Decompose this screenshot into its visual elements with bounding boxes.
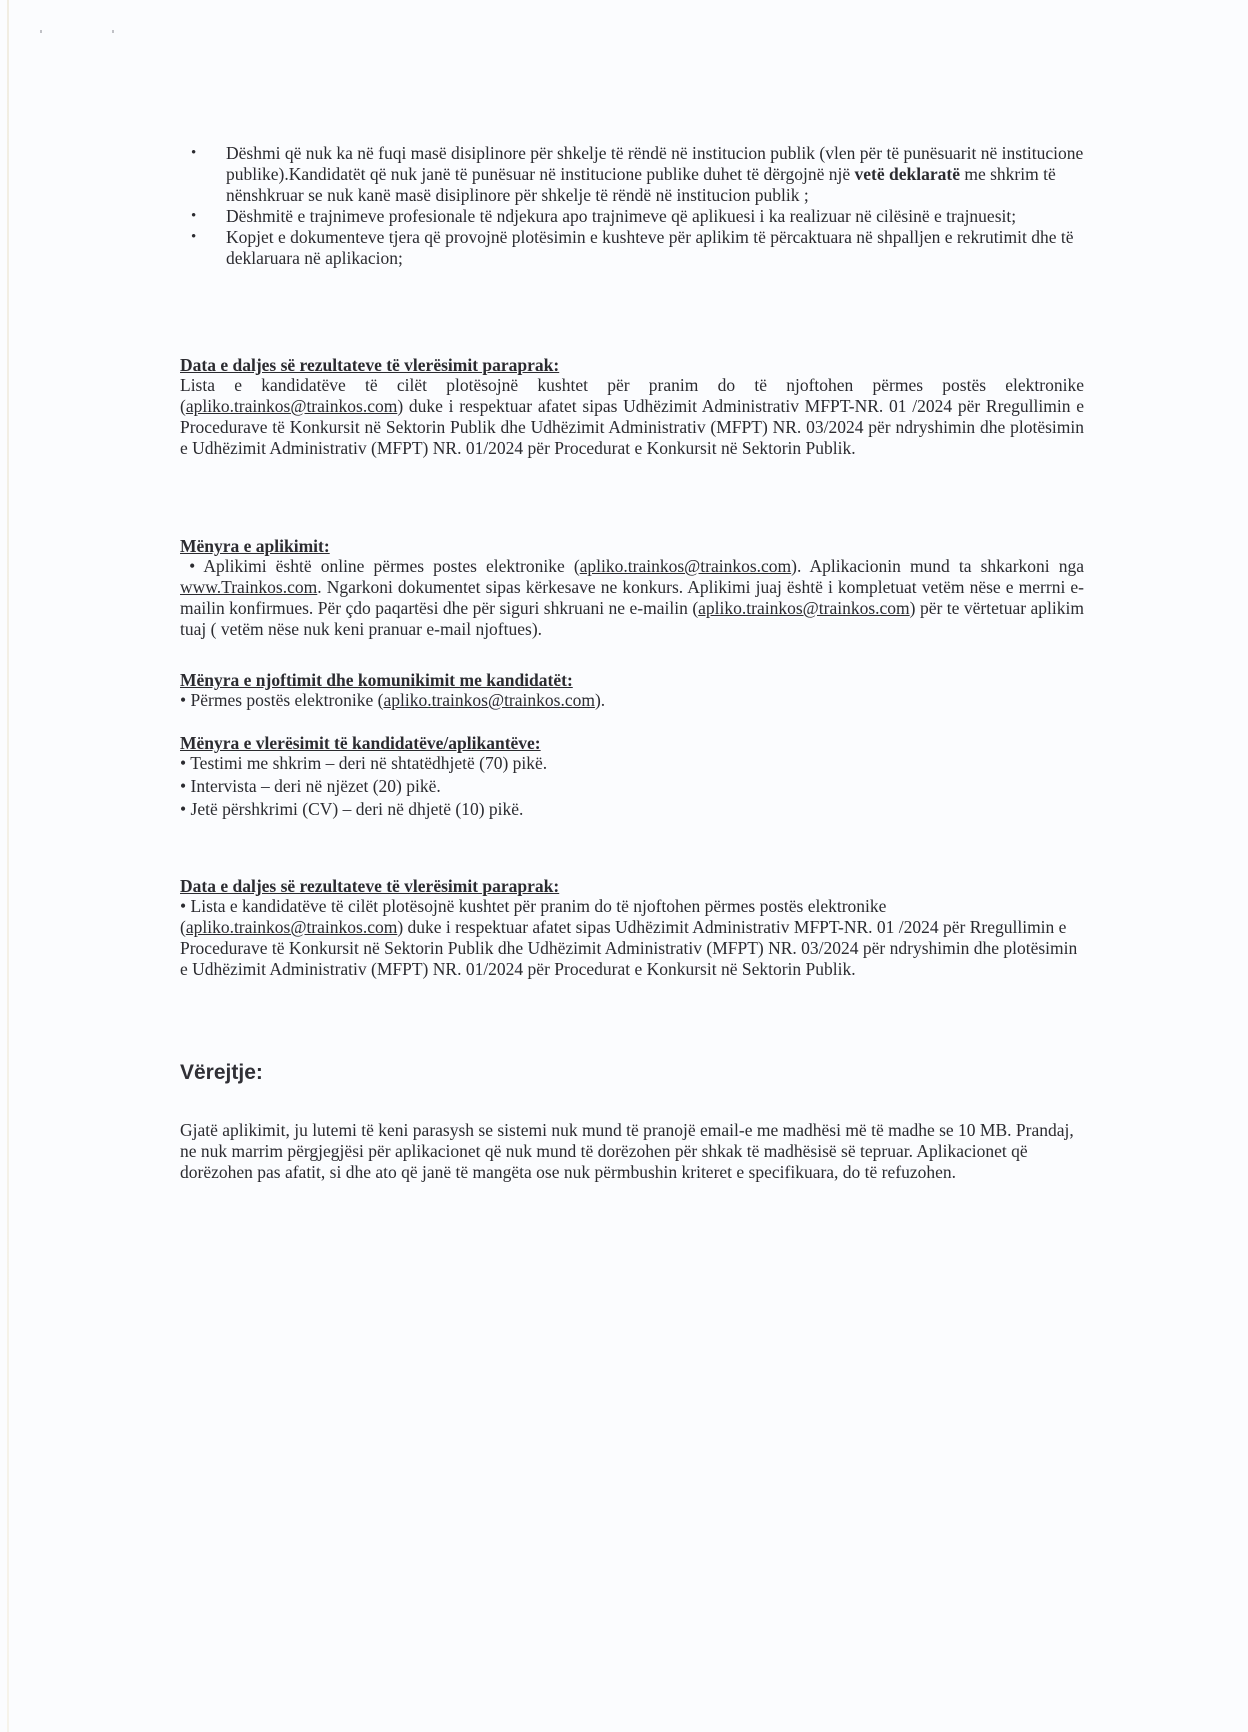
bullet-icon: •	[180, 776, 187, 796]
bullet-icon	[180, 556, 189, 576]
paragraph-text: ) duke i respektuar afatet sipas Udhëzimit Administrativ MFPT-NR. 01 /2024 për Rregullimin e Procedurave të Konkursit në Sektorin Publik dhe Udhëzimit Administrativ (MFPT) NR. 03/2024 për ndryshimin dhe plotësimin e Udhëzimit Administrativ (MFPT) NR. 01/2024 për Procedurat e Konkursit në Sektorin Publik.	[180, 917, 1078, 979]
paragraph-text: ).	[594, 690, 606, 710]
evaluation-label: Intervista – deri në njëzet (20) pikë.	[190, 776, 441, 796]
section-heading: Mënyra e aplikimit:	[180, 536, 330, 556]
evaluation-item	[180, 776, 1084, 797]
section-heading: Data e daljes së rezultateve të vlerësimit paraprak:	[180, 876, 560, 896]
bullet-icon: •	[191, 229, 197, 245]
paragraph-text: Lista e kandidatëve të cilët plotësojnë kushtet për pranim do të njoftohen përmes postës elektronike (	[180, 896, 887, 937]
section-heading: Mënyra e vlerësimit të kandidatëve/aplikantëve:	[180, 733, 541, 753]
section-evaluation	[180, 733, 1084, 820]
section-paragraph	[180, 896, 1084, 980]
requirement-text: Dëshmi që nuk ka në fuqi masë disiplinore për shkelje të rëndë në institucion publik (vlen për të punësuarit në institucione publike).Kandidatët që nuk janë të punësuar në institucione publike duhet të dërgojnë një	[226, 143, 1084, 184]
note-title: Vërejtje:	[180, 1061, 263, 1084]
section-heading: Data e daljes së rezultateve të vlerësimit paraprak:	[180, 355, 560, 375]
section-paragraph	[180, 556, 1084, 640]
bullet-icon: •	[189, 556, 196, 576]
paragraph-text: ) për te vërtetuar aplikim tuaj ( vetëm nëse nuk keni pranuar e-mail njoftues).	[180, 598, 1084, 639]
bullet-icon: •	[180, 753, 187, 773]
bullet-icon: •	[191, 208, 197, 224]
list-item	[180, 143, 1084, 206]
list-item	[180, 206, 1084, 227]
scan-edge	[7, 0, 9, 1732]
evaluation-item	[180, 753, 1084, 774]
evaluation-label: Testimi me shkrim – deri në shtatëdhjetë (70) pikë.	[190, 753, 548, 773]
scan-speck	[40, 30, 42, 33]
list-item	[180, 227, 1084, 269]
paragraph-text: Përmes postës elektronike (	[190, 690, 384, 710]
requirement-text: me shkrim të nënshkruar se nuk kanë masë disiplinore për shkelje të rëndë në institucion publik ;	[226, 164, 1056, 205]
section-paragraph	[180, 690, 1084, 711]
bullet-icon: •	[180, 690, 187, 710]
paragraph-text: . Ngarkoni dokumentet sipas kërkesave ne konkurs. Aplikimi juaj është i kompletuat vetëm nëse e merrni e-mailin konfirmues. Për çdo paqartësi dhe për siguri shkruani ne e-mailin (	[180, 577, 1084, 618]
requirement-text: Kopjet e dokumenteve tjera që provojnë plotësimin e kushteve për aplikim të përcaktuara në shpalljen e rekrutimit dhe të deklaruara në aplikacion;	[226, 227, 1074, 268]
section-results-preliminary-2	[180, 876, 1084, 980]
email-link[interactable]: apliko.trainkos@trainkos.com	[698, 598, 910, 618]
paragraph-text: ). Aplikacionin mund ta shkarkoni nga	[791, 556, 1084, 576]
section-results-preliminary	[180, 355, 1084, 459]
section-paragraph	[180, 375, 1084, 459]
email-link[interactable]: apliko.trainkos@trainkos.com	[185, 396, 398, 416]
paragraph-text: ) duke i respektuar afatet sipas Udhëzimit Administrativ MFPT-NR. 01 /2024 për Rregullimin e Procedurave të Konkursit në Sektorin Publik dhe Udhëzimit Administrativ (MFPT) NR. 03/2024 për ndryshimin dhe plotësimin e Udhëzimit Administrativ (MFPT) NR. 01/2024 për Procedurat e Konkursit në Sektorin Publik.	[180, 396, 1084, 458]
bullet-icon: •	[180, 799, 187, 819]
email-link[interactable]: apliko.trainkos@trainkos.com	[383, 690, 595, 710]
evaluation-item	[180, 799, 1084, 820]
email-link[interactable]: apliko.trainkos@trainkos.com	[185, 917, 398, 937]
requirement-text: Dëshmitë e trajnimeve profesionale të ndjekura apo trajnimeve që aplikuesi i ka realizuar në cilësinë e trajnuesit;	[226, 206, 1017, 226]
note-text: Gjatë aplikimit, ju lutemi të keni parasysh se sistemi nuk mund të pranojë email-e me madhësi më të madhe se 10 MB. Prandaj, ne nuk marrim përgjegjësi për aplikacionet që nuk mund të dorëzohen për shkak të madhësisë së tepruar. Aplikacionet që dorëzohen pas afatit, si dhe ato që janë të mangëta ose nuk përmbushin kriteret e specifikuara, do të refuzohen.	[180, 1120, 1074, 1182]
bullet-icon: •	[180, 896, 187, 916]
bullet-icon: •	[191, 145, 197, 161]
email-link[interactable]: apliko.trainkos@trainkos.com	[579, 556, 792, 576]
scan-speck	[112, 30, 114, 33]
section-notification	[180, 670, 1084, 711]
website-link[interactable]: www.Trainkos.com	[180, 577, 318, 597]
requirement-bold-text: vetë deklaratë	[854, 164, 960, 184]
paragraph-text: Lista e kandidatëve të cilët plotësojnë kushtet për pranim do të njoftohen përmes postës elektronike (	[180, 375, 1084, 416]
section-application-method	[180, 536, 1084, 640]
section-heading: Mënyra e njoftimit dhe komunikimit me kandidatët:	[180, 670, 573, 690]
note-section	[180, 1061, 1084, 1085]
paragraph-text: Aplikimi është online përmes postes elektronike (	[203, 556, 580, 576]
requirements-list	[180, 143, 1084, 269]
evaluation-label: Jetë përshkrimi (CV) – deri në dhjetë (10) pikë.	[190, 799, 524, 819]
